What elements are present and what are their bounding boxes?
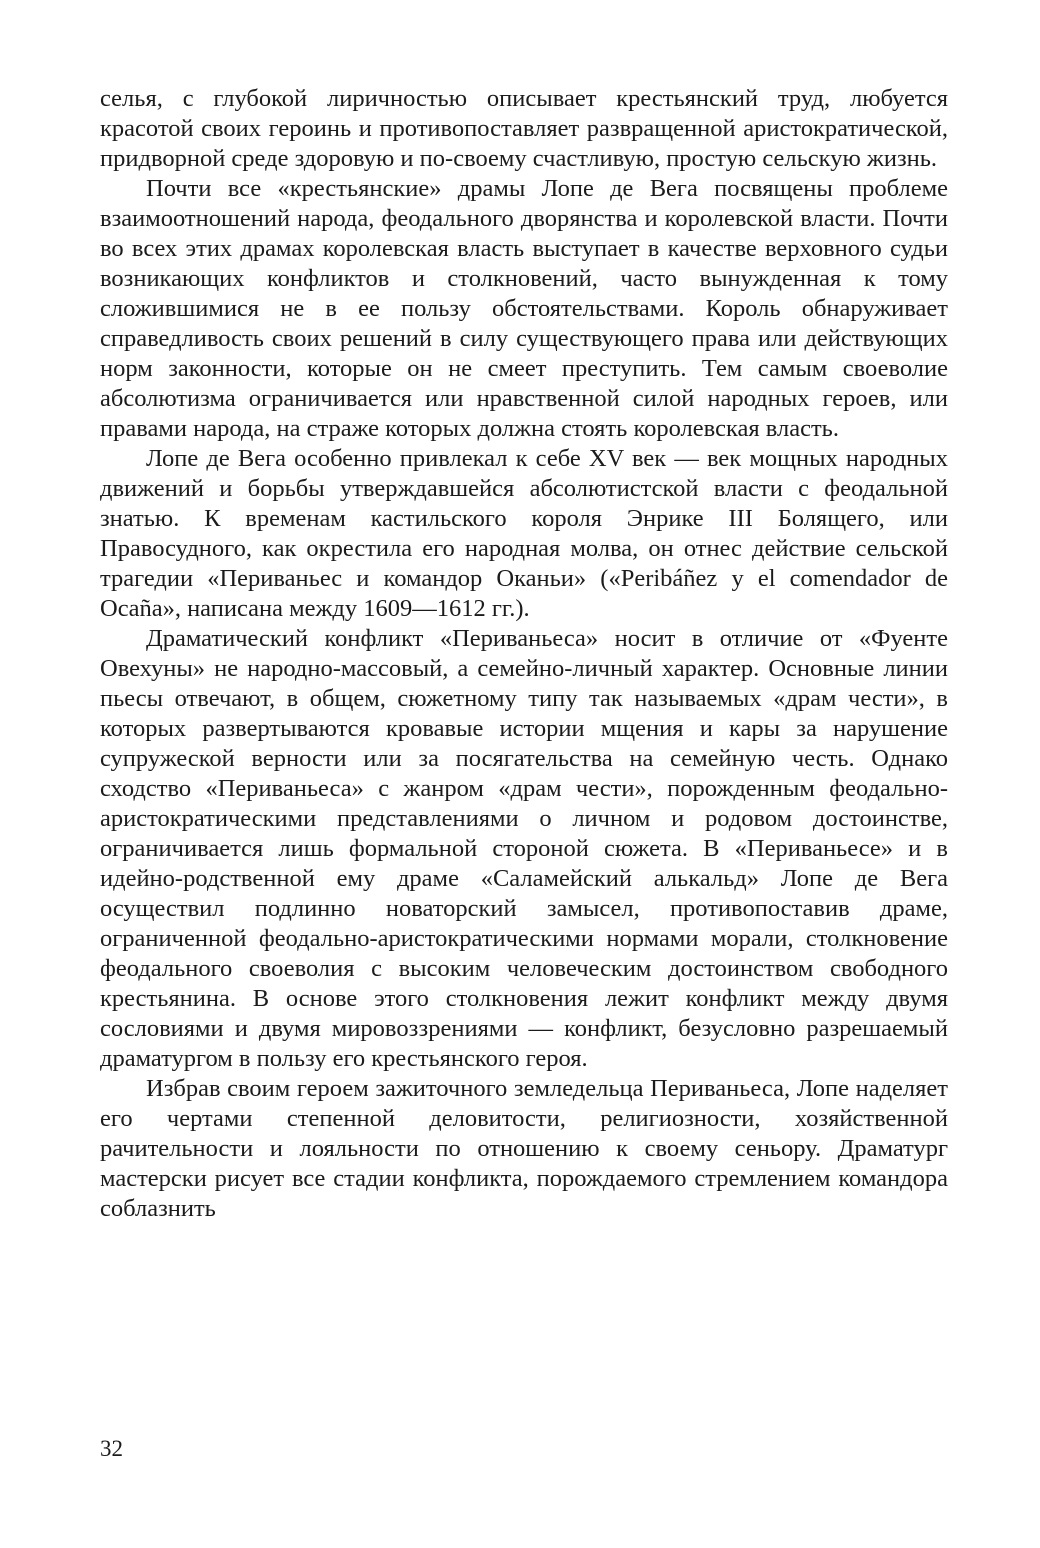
paragraph-1: селья, с глубокой лиричностью описывает крестьянский труд, любуется красотой своих героинь и противопоставляет развращенной аристократической, придворной среде здоровую и по-своему счастливую, простую сельскую жизнь. bbox=[100, 85, 948, 172]
paragraph-2: Почти все «крестьянские» драмы Лопе де Вега посвящены проблеме взаимоотношений народа, феодального дворянства и королевской власти. Почти во всех этих драмах королевская власть выступает в качестве верховного судьи возникающих конфликтов и столкновений, часто вынужденная к тому сложившимися не в ее пользу обстоятельствами. Король обнаруживает справедливость своих решений в силу существующего права или действующих норм законности, которые он не смеет преступить. Тем самым своеволие абсолютизма ограничивается или нравственной силой народных героев, или правами народа, на страже которых должна стоять королевская власть. bbox=[100, 175, 948, 442]
paragraph-5: Избрав своим героем зажиточного земледельца Периваньеса, Лопе наделяет его чертами степенной деловитости, религиозности, хозяйственной рачительности и лояльности по отношению к своему сеньору. Драматург мастерски рисует все стадии конфликта, порождаемого стремлением командора соблазнить bbox=[100, 1075, 948, 1222]
paragraph-4: Драматический конфликт «Периваньеса» носит в отличие от «Фуенте Овехуны» не народно-массовый, а семейно-личный характер. Основные линии пьесы отвечают, в общем, сюжетному типу так называемых «драм чести», в которых развертываются кровавые истории мщения и кары за нарушение супружеской верности или за посягательства на семейную честь. Однако сходство «Периваньеса» с жанром «драм чести», порожденным феодально-аристократическими представлениями о личном и родовом достоинстве, ограничивается лишь формальной стороной сюжета. В «Периваньесе» и в идейно-родственной ему драме «Саламейский алькальд» Лопе де Вега осуществил подлинно новаторский замысел, противопоставив драме, ограниченной феодально-аристократическими нормами морали, столкновение феодального своеволия с высоким человеческим достоинством свободного крестьянина. В основе этого столкновения лежит конфликт между двумя сословиями и двумя мировоззрениями — конфликт, безусловно разрешаемый драматургом в пользу его крестьянского героя. bbox=[100, 625, 948, 1072]
paragraph-3: Лопе де Вега особенно привлекал к себе XV век — век мощных народных движений и борьбы утверждавшейся абсолютистской власти с феодальной знатью. К временам кастильского короля Энрике III Болящего, или Правосудного, как окрестила его народная молва, он отнес действие сельской трагедии «Периваньес и командор Оканьи» («Peribáñez y el comendador de Ocaña», написана между 1609—1612 гг.). bbox=[100, 445, 948, 622]
page-number: 32 bbox=[100, 1436, 123, 1461]
page-body bbox=[100, 84, 948, 1224]
